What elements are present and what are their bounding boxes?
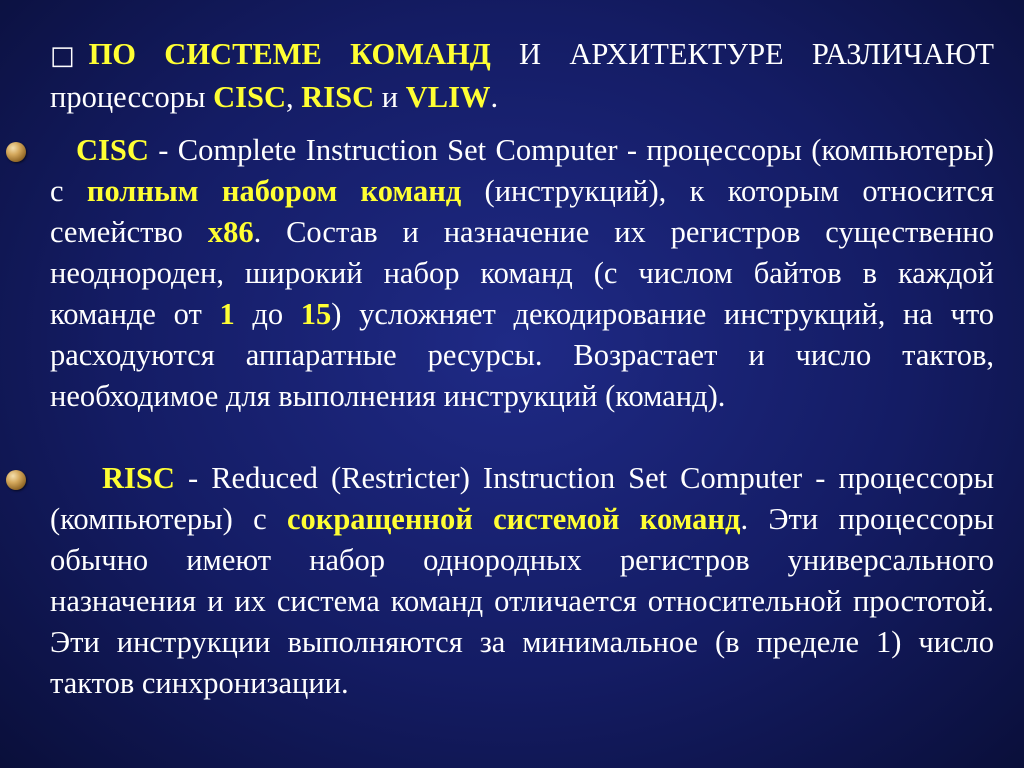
- cisc-text-4: до: [234, 297, 301, 331]
- intro-period: .: [490, 80, 499, 114]
- risc-paragraph: [50, 458, 994, 704]
- risc-text-1: - Reduced (Restricter) Instruction Set Computer - процессоры (компьютеры) с: [50, 461, 994, 536]
- cisc-text-1: - Complete Instruction Set Computer - процессоры (компьютеры) с: [50, 133, 994, 208]
- cisc-paragraph: [50, 130, 994, 417]
- intro-text: И АРХИТЕКТУРЕ РАЗЛИЧАЮТ процессоры: [50, 37, 994, 114]
- risc-highlight-reduced-set: сокращенной системой команд: [286, 502, 741, 536]
- cisc-highlight-x86: x86: [207, 215, 254, 249]
- intro-separator: ,: [286, 80, 302, 114]
- cisc-term: CISC: [76, 133, 149, 167]
- cisc-highlight-min-bytes: 1: [219, 297, 235, 331]
- cisc-highlight-full-set: полным набором команд: [86, 174, 462, 208]
- sphere-bullet-icon: [6, 142, 26, 162]
- cisc-text-3: . Состав и назначение их регистров существенно неоднороден, широкий набор команд (с числом байтов в каждой команде от: [50, 215, 994, 331]
- cisc-text-2: (инструкций), к которым относится семейство: [50, 174, 995, 249]
- checkbox-icon: □: [50, 41, 75, 71]
- highlight-vliw: VLIW: [405, 80, 491, 114]
- intro-paragraph: [50, 34, 994, 118]
- sphere-bullet-icon: [6, 470, 26, 490]
- risc-text-2: . Эти процессоры обычно имеют набор однородных регистров универсального назначения и их система команд отличается относительной простотой. Эти инструкции выполняются за минимальное (в пределе 1) число тактов синхронизации.: [50, 502, 994, 700]
- intro-conjunction: и: [374, 80, 406, 114]
- highlight-command-system: ПО СИСТЕМЕ КОМАНД: [88, 37, 491, 71]
- highlight-cisc: CISC: [213, 80, 287, 114]
- risc-term: RISC: [102, 461, 175, 495]
- cisc-text-5: ) усложняет декодирование инструкций, на что расходуются аппаратные ресурсы. Возрастает и число тактов, необходимое для выполнения инструкций (команд).: [50, 297, 994, 413]
- cisc-highlight-max-bytes: 15: [300, 297, 332, 331]
- highlight-risc: RISC: [301, 80, 375, 114]
